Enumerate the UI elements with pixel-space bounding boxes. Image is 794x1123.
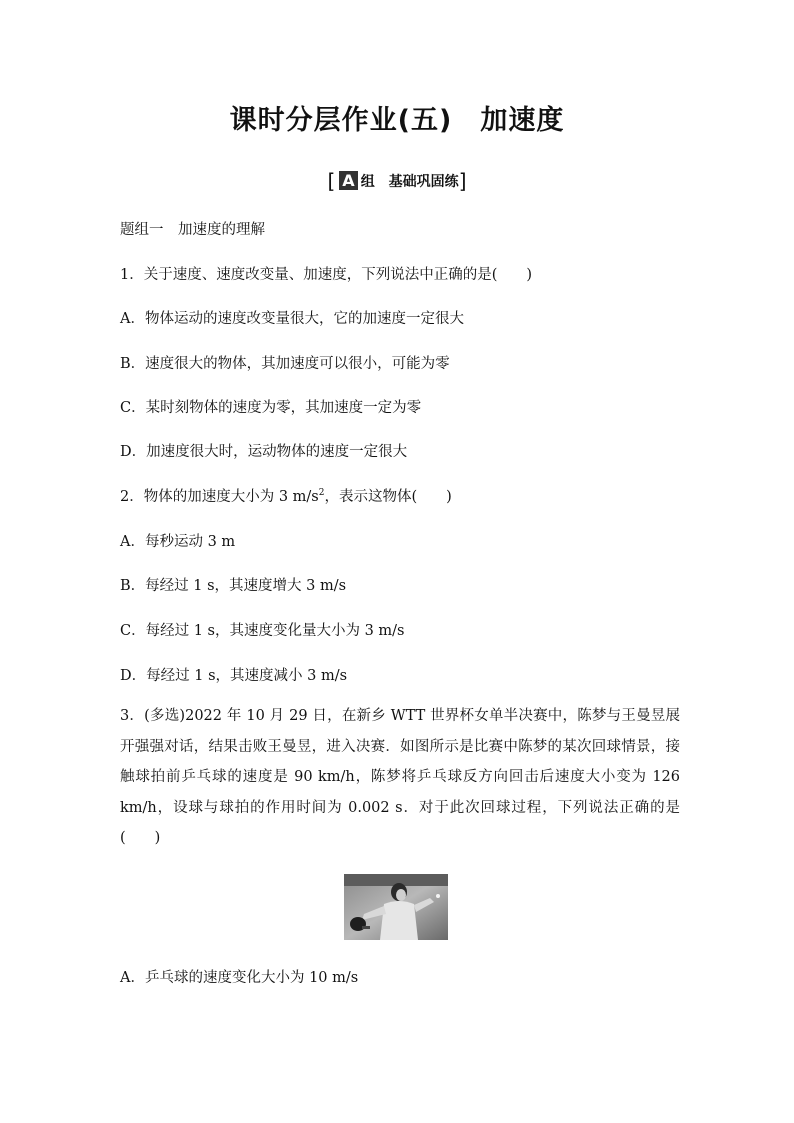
q2-option-c: C．每经过 1 s，其速度变化量大小为 3 m/s — [120, 623, 405, 639]
table-tennis-player-photo — [344, 874, 448, 940]
section-heading: 题组一 加速度的理解 — [120, 222, 265, 238]
q2-stem-text: 2．物体的加速度大小为 3 m/s — [120, 489, 319, 505]
q1-stem: 1．关于速度、速度改变量、加速度，下列说法中正确的是( ) — [120, 267, 533, 283]
page-title — [0, 98, 794, 137]
title-sub: 加速度 — [480, 105, 565, 136]
q2-stem — [120, 485, 452, 506]
group-open-bracket: [ — [327, 169, 336, 193]
q3-option-a: A．乒乓球的速度变化大小为 10 m/s — [120, 970, 359, 986]
q3-stem: 3．(多选)2022 年 10 月 29 日，在新乡 WTT 世界杯女单半决赛中，陈梦与王曼昱展开强强对话，结果击败王曼昱，进入决赛．如图所示是比赛中陈梦的某次回球情景，接触球拍前乒乓球的速度是 90 km/h，陈梦将乒乓球反方向回击后速度大小变为 126 km/h，设球与球拍的作用时间为 0.002 s．对于此次回球过程，下列说法正确的是( ) — [120, 708, 680, 846]
q2-option-b: B．每经过 1 s，其速度增大 3 m/s — [120, 578, 347, 594]
q1-option-b: B．速度很大的物体，其加速度可以很小，可能为零 — [120, 356, 450, 372]
group-close-bracket: ] — [458, 169, 467, 193]
q1-option-d: D．加速度很大时，运动物体的速度一定很大 — [120, 444, 408, 460]
title-main: 课时分层作业(五) — [229, 105, 453, 136]
group-header — [0, 169, 794, 193]
group-letter-badge: A — [339, 171, 357, 190]
q2-stem-tail: ，表示这物体( ) — [324, 489, 452, 505]
q2-option-a: A．每秒运动 3 m — [120, 534, 236, 550]
group-label: 组 基础巩固练 — [360, 174, 459, 190]
q2-stem-superscript: 2 — [318, 488, 325, 499]
q1-option-c: C．某时刻物体的速度为零，其加速度一定为零 — [120, 400, 422, 416]
q2-option-d: D．每经过 1 s，其速度减小 3 m/s — [120, 668, 348, 684]
q1-option-a: A．物体运动的速度改变量很大，它的加速度一定很大 — [120, 311, 464, 327]
